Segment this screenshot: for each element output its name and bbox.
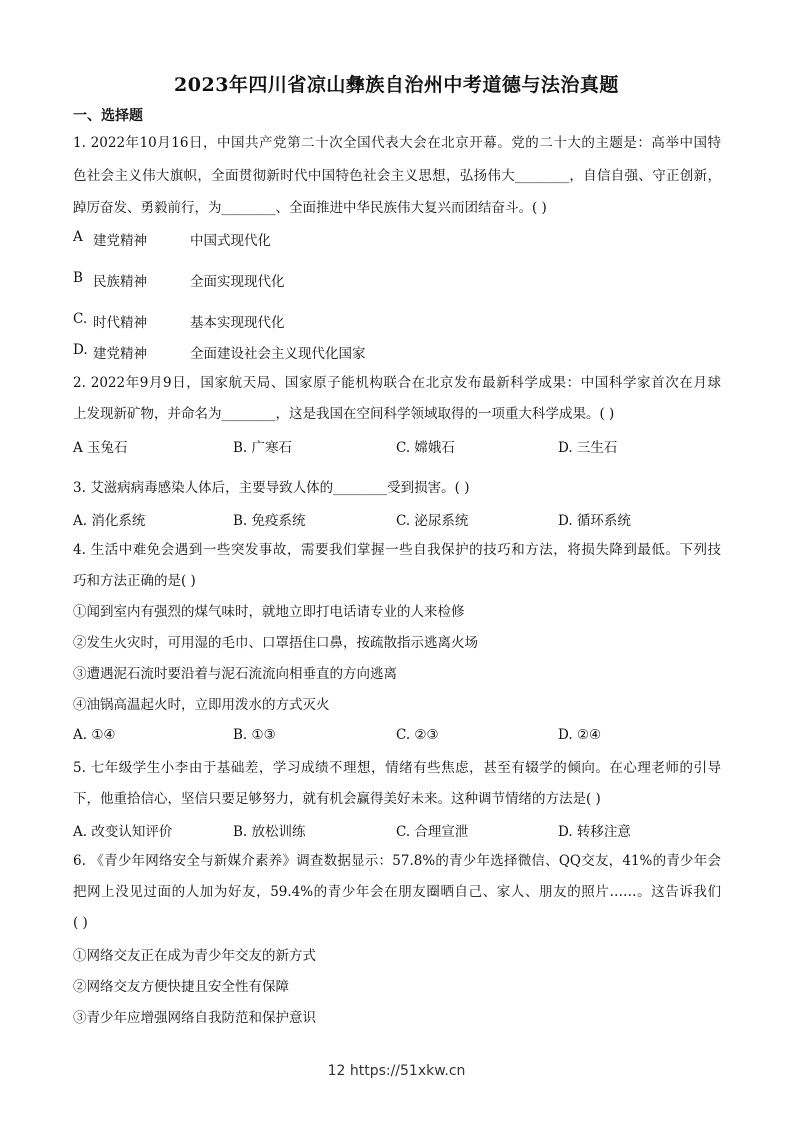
q3-option-a: A. 消化系统 [73,513,146,529]
q2-option-a: A 玉兔石 [73,440,128,456]
q1-option-d-text1: 建党精神 [93,346,147,362]
q1-option-a-letter: A [73,229,83,245]
q5-option-a: A. 改变认知评价 [73,824,173,840]
q1-option-a-text2: 中国式现代化 [190,233,271,249]
q3-line-1: 3. 艾滋病病毒感染人体后，主要导致人体的________受到损害。( ) [73,480,470,496]
q2-option-c: C. 嫦娥石 [396,440,455,456]
q1-option-b-text2: 全面实现现代化 [190,274,285,290]
q1-option-a-text1: 建党精神 [93,233,147,249]
q6-line-2: 把网上没见过面的人加为好友，59.4%的青少年会在朋友圈晒自己、家人、朋友的照片……。这告诉我们 [73,884,721,900]
q1-option-c-letter: C. [73,311,88,327]
q1-line-3: 踔厉奋发、勇毅前行，为________、全面推进中华民族伟大复兴而团结奋斗。( ) [73,200,547,216]
q6-item-1: ①网络交友正在成为青少年交友的新方式 [73,948,316,964]
q6-item-3: ③青少年应增强网络自我防范和保护意识 [73,1010,316,1026]
q5-option-c: C. 合理宣泄 [396,824,469,840]
q1-option-b-text1: 民族精神 [93,274,147,290]
section-heading: 一、选择题 [73,108,143,124]
q4-item-4: ④油锅高温起火时，立即用泼水的方式灭火 [73,697,330,713]
q3-option-d: D. 循环系统 [558,513,631,529]
page-title: 2023年四川省凉山彝族自治州中考道德与法治真题 [174,74,619,96]
q1-option-c-text2: 基本实现现代化 [190,315,285,331]
q4-option-a: A. ①④ [73,727,116,743]
q1-option-c-text1: 时代精神 [93,315,147,331]
q4-item-3: ③遭遇泥石流时要沿着与泥石流流向相垂直的方向逃离 [73,666,397,682]
q5-option-d: D. 转移注意 [558,824,631,840]
q3-option-b: B. 免疫系统 [233,513,306,529]
q4-item-1: ①闻到室内有强烈的煤气味时，就地立即打电话请专业的人来检修 [73,604,465,620]
q2-option-b: B. 广寒石 [233,440,293,456]
q1-line-2: 色社会主义伟大旗帜，全面贯彻新时代中国特色社会主义思想，弘扬伟大________，自信自强、守正创新， [73,168,721,184]
q1-option-b-letter: B [73,270,83,286]
q5-option-b: B. 放松训练 [233,824,306,840]
q1-option-d-text2: 全面建设社会主义现代化国家 [190,346,366,362]
q2-line-2: 上发现新矿物，并命名为________，这是我国在空间科学领域取得的一项重大科学成果。( ) [73,406,615,422]
q5-line-1: 5. 七年级学生小李由于基础差，学习成绩不理想，情绪有些焦虑，甚至有辍学的倾向。在心理老师的引导 [73,760,721,776]
q2-option-d: D. 三生石 [558,440,618,456]
q6-line-1: 6. 《青少年网络安全与新媒介素养》调查数据显示：57.8%的青少年选择微信、QQ交友，41%的青少年会 [73,853,721,869]
q5-line-2: 下，他重拾信心，坚信只要足够努力，就有机会赢得美好未来。这种调节情绪的方法是( ) [73,791,601,807]
q2-line-1: 2. 2022年9月9日，国家航天局、国家原子能机构联合在北京发布最新科学成果：中国科学家首次在月球 [73,375,721,391]
q4-line-1: 4. 生活中难免会遇到一些突发事故，需要我们掌握一些自我保护的技巧和方法，将损失降到最低。下列技 [73,542,721,558]
q6-item-2: ②网络交友方便快捷且安全性有保障 [73,979,289,995]
q4-option-c: C. ②③ [396,727,439,743]
q4-option-d: D. ②④ [558,727,602,743]
page-footer: 12 https://51xkw.cn [327,1063,466,1079]
q4-option-b: B. ①③ [233,727,276,743]
q4-line-2: 巧和方法正确的是( ) [73,573,196,589]
q1-option-d-letter: D. [73,342,88,358]
q1-line-1: 1. 2022年10月16日，中国共产党第二十次全国代表大会在北京开幕。党的二十大的主题是：高举中国特 [73,135,721,151]
q6-line-3: ( ) [73,915,88,931]
q4-item-2: ②发生火灾时，可用湿的毛巾、口罩捂住口鼻，按疏散指示逃离火场 [73,635,478,651]
q3-option-c: C. 泌尿系统 [396,513,469,529]
